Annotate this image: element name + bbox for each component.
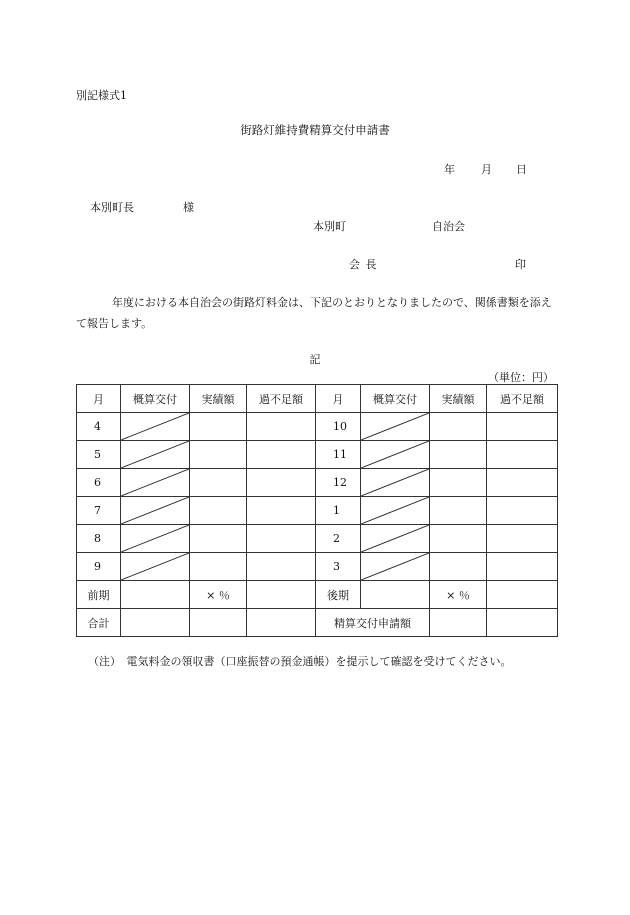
percent-mark: × ％ — [430, 581, 487, 609]
ki-heading: 記 — [309, 353, 321, 366]
advance-cell-empty — [361, 553, 430, 581]
diagonal-slash — [361, 469, 429, 496]
header-cell: 実績額 — [430, 385, 487, 413]
addressee: 本別町長 — [90, 201, 134, 214]
diagonal-slash — [361, 497, 429, 524]
diagonal-slash — [121, 413, 189, 440]
settlement-label: 精算交付申請額 — [316, 609, 430, 637]
month-cell: 5 — [77, 441, 121, 469]
period-row — [77, 581, 558, 609]
difference-cell — [247, 581, 316, 609]
header-cell: 概算交付 — [361, 385, 430, 413]
body-text-content: 年度における本自治会の街路灯料金は、下記のとおりとなりましたので、関係書類を添えて報告します。 — [76, 296, 552, 330]
diagonal-slash — [121, 553, 189, 580]
advance-cell-empty — [361, 441, 430, 469]
advance-cell-empty — [121, 413, 190, 441]
total-row — [77, 609, 558, 637]
total-cell — [190, 609, 247, 637]
document-title: 街路灯維持費精算交付申請書 — [240, 123, 390, 137]
actual-cell — [190, 553, 247, 581]
settlement-cell — [430, 609, 487, 637]
diagonal-slash — [121, 497, 189, 524]
diagonal-slash — [121, 441, 189, 468]
sender-association: 自治会 — [432, 220, 465, 233]
advance-cell-empty — [121, 441, 190, 469]
advance-cell — [121, 581, 190, 609]
difference-cell — [487, 525, 558, 553]
table-row — [77, 553, 558, 581]
total-cell — [121, 609, 190, 637]
month-cell: 8 — [77, 525, 121, 553]
actual-cell — [190, 441, 247, 469]
diagonal-slash — [361, 413, 429, 440]
actual-cell — [430, 469, 487, 497]
diagonal-slash — [361, 525, 429, 552]
actual-cell — [190, 525, 247, 553]
advance-cell-empty — [121, 497, 190, 525]
difference-cell — [487, 581, 558, 609]
difference-cell — [487, 497, 558, 525]
advance-cell-empty — [121, 553, 190, 581]
actual-cell — [190, 413, 247, 441]
actual-cell — [430, 497, 487, 525]
actual-cell — [430, 525, 487, 553]
advance-cell-empty — [361, 469, 430, 497]
difference-cell — [247, 525, 316, 553]
form-label: 別記様式1 — [76, 89, 127, 102]
advance-cell-empty — [121, 525, 190, 553]
actual-cell — [190, 497, 247, 525]
table-row — [77, 497, 558, 525]
month-cell: 9 — [77, 553, 121, 581]
total-label: 合計 — [77, 609, 121, 637]
sender-town: 本別町 — [313, 220, 346, 233]
month-cell: 12 — [316, 469, 361, 497]
diagonal-slash — [361, 553, 429, 580]
date-month: 月 — [481, 163, 492, 176]
seal-mark: 印 — [515, 258, 526, 271]
difference-cell — [247, 497, 316, 525]
header-cell: 過不足額 — [487, 385, 558, 413]
header-row — [77, 385, 558, 413]
difference-cell — [487, 553, 558, 581]
advance-cell-empty — [361, 413, 430, 441]
date-day: 日 — [516, 163, 527, 176]
actual-cell — [430, 553, 487, 581]
month-cell: 3 — [316, 553, 361, 581]
difference-cell — [247, 553, 316, 581]
table-row — [77, 441, 558, 469]
total-cell — [247, 609, 316, 637]
table-row — [77, 413, 558, 441]
actual-cell — [190, 469, 247, 497]
advance-cell-empty — [121, 469, 190, 497]
difference-cell — [487, 413, 558, 441]
month-cell: 6 — [77, 469, 121, 497]
difference-cell — [247, 469, 316, 497]
month-cell: 11 — [316, 441, 361, 469]
note-text: （注） 電気料金の領収書（口座振替の預金通帳）を提示して確認を受けてください。 — [88, 655, 512, 668]
report-table — [76, 384, 558, 637]
table-row — [77, 469, 558, 497]
chair-title: 会 長 — [349, 258, 378, 271]
actual-cell — [430, 441, 487, 469]
settlement-cell — [487, 609, 558, 637]
advance-cell-empty — [361, 525, 430, 553]
advance-cell-empty — [361, 497, 430, 525]
header-cell: 実績額 — [190, 385, 247, 413]
diagonal-slash — [121, 469, 189, 496]
difference-cell — [487, 469, 558, 497]
month-cell: 10 — [316, 413, 361, 441]
unit-label: （単位：円） — [488, 371, 554, 384]
diagonal-slash — [121, 525, 189, 552]
difference-cell — [247, 413, 316, 441]
month-cell: 7 — [77, 497, 121, 525]
addressee-suffix: 様 — [183, 201, 194, 214]
second-period-label: 後期 — [316, 581, 361, 609]
header-cell: 月 — [316, 385, 361, 413]
body-text — [76, 292, 556, 334]
difference-cell — [247, 441, 316, 469]
advance-cell — [361, 581, 430, 609]
percent-mark: × ％ — [190, 581, 247, 609]
header-cell: 概算交付 — [121, 385, 190, 413]
month-cell: 4 — [77, 413, 121, 441]
date-year: 年 — [444, 163, 455, 176]
table-row — [77, 525, 558, 553]
first-period-label: 前期 — [77, 581, 121, 609]
actual-cell — [430, 413, 487, 441]
difference-cell — [487, 441, 558, 469]
month-cell: 2 — [316, 525, 361, 553]
month-cell: 1 — [316, 497, 361, 525]
header-cell: 過不足額 — [247, 385, 316, 413]
header-cell: 月 — [77, 385, 121, 413]
diagonal-slash — [361, 441, 429, 468]
